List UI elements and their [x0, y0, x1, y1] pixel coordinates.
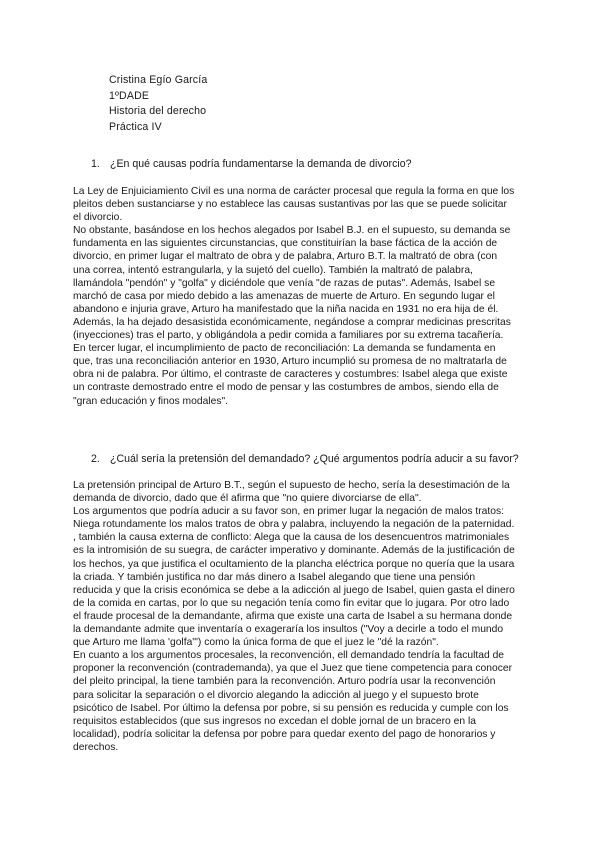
subject-name: Historia del derecho: [109, 105, 207, 118]
answer-1-line: el divorcio.: [73, 212, 123, 224]
answer-1-line: Además, la ha dejado desasistida económicamente, negándose a comprar medicinas prescritas: [73, 316, 511, 328]
answer-2-line: para solicitar la separación o el divorcio alegando la adicción al juego y el supuesto brote: [73, 689, 479, 701]
answer-2-line: la demandante admite que inventaría o exageraría los insultos ("Voy a decirle a todo el mundo: [73, 624, 504, 636]
answer-2-line: es la intromisión de su suegra, de carácter imperativo y dominante. Además de la justificación de: [73, 545, 515, 557]
author-name: Cristina Egío García: [109, 74, 208, 86]
answer-2-line: reducida y que la crisis económica se debe a la adicción al juego de Isabel, quien gasta el dinero: [73, 584, 515, 596]
answer-2-line: de la comida en cartas, por lo que su negación tenía como fin evitar que lo jugara. Por otro lado: [73, 597, 510, 609]
answer-1-line: pleitos deben sustanciarse y no establece las causas sustantivas por las que se puede solicitar: [73, 199, 507, 211]
question-1: [91, 157, 412, 171]
question-2-text: ¿Cuál sería la pretensión del demandado? ¿Qué argumentos podría aducir a su favor?: [110, 453, 519, 465]
answer-2-line: psicótico de Isabel. Por último la defensa por pobre, si su pensión es reducida y cumple con los: [73, 702, 509, 714]
answer-1-line: obra ni de palabra. Por último, el contraste de caracteres y costumbres: Isabel alega que existe: [73, 369, 508, 381]
answer-2-line: la criada. Y también justifica no dar más dinero a Isabel alegando que tiene una pensión: [73, 571, 476, 583]
answer-2-line: derechos.: [73, 741, 119, 753]
answer-1-line: (inyecciones) tras el parto, y obligándola a pedir comida a familiares por su extrema tacañería.: [73, 330, 504, 342]
answer-2-line: Niega rotundamente los malos tratos de obra y palabra, incluyendo la negación de la paternidad.: [73, 519, 515, 531]
answer-2-line: del pleito principal, la tiene también para la reconvención. Arturo podría usar la reconvención: [73, 676, 496, 688]
answer-1-line: "gran educación y finos modales".: [73, 395, 228, 407]
answer-2-line: el fraude procesal de la demandante, afirma que existe una carta de Isabel a su hermana donde: [73, 610, 513, 622]
answer-1-line: una correa, intentó estrangularla, y la sujetó del cuello). También la maltrató de palabra,: [73, 264, 473, 276]
answer-1-line: divorcio, en primer lugar el maltrato de obra y de palabra, Arturo B.T. la maltrató de obra (con: [73, 251, 498, 263]
answer-1-line: marchó de casa por miedo debido a las amenazas de muerte de Arturo. En segundo lugar el: [73, 290, 495, 302]
answer-2: [73, 479, 531, 754]
document-header: [109, 73, 207, 135]
answer-1-line: La Ley de Enjuiciamiento Civil es una norma de carácter procesal que regula la forma en que los: [73, 186, 515, 197]
answer-2-line: proponer la reconvención (contrademanda), ya que el Juez que tiene competencia para conocer: [73, 663, 513, 675]
answer-2-line: En cuanto a los argumentos procesales, la reconvención, ell demandado tendría la facultad de: [73, 650, 505, 662]
answer-1-line: abandono e injuria grave, Arturo ha manifestado que la niña nacida en 1931 no era hija de él.: [73, 303, 499, 315]
answer-1: [73, 185, 531, 408]
answer-2-line: localidad), podría solicitar la defensa por pobre para quedar exento del pago de honorarios y: [73, 728, 496, 740]
answer-1-line: llamándola "pendón" y "golfa" y diciéndole que venía "de razas de putas". Además, Isabel se: [73, 277, 496, 289]
answer-2-line: requisitos establecidos (que sus ingresos no excedan el doble jornal de un bracero en la: [73, 715, 476, 727]
question-2: [91, 452, 519, 466]
answer-2-line: demanda de divorcio, dado que él afirma que "no quiere divorciarse de ella".: [73, 493, 422, 505]
practice-title: Práctica IV: [109, 120, 162, 133]
question-1-text: ¿En qué causas podría fundamentarse la demanda de divorcio?: [110, 158, 412, 170]
answer-2-line: , también la causa externa de conflicto: Alega que la causa de los desencuentros matrimoniales: [73, 532, 510, 544]
answer-1-line: fundamenta en las siguientes circunstancias, que constituirían la base fáctica de la acción de: [73, 238, 498, 250]
answer-2-line: los hechos, ya que justifica el ocultamiento de la plancha eléctrica porque no quería que la usara: [73, 558, 515, 570]
answer-2-line: La pretensión principal de Arturo B.T., según el supuesto de hecho, sería la desestimación de la: [73, 480, 510, 491]
question-1-number: 1.: [91, 158, 100, 170]
answer-1-line: En tercer lugar, el incumplimiento de pacto de reconciliación: La demanda se fundamenta en: [73, 343, 496, 355]
answer-1-line: que, tras una reconciliación anterior en 1930, Arturo incumplió su promesa de no maltratarla de: [73, 356, 507, 368]
question-2-number: 2.: [91, 453, 100, 465]
answer-2-line: Los argumentos que podría aducir a su favor son, en primer lugar la negación de malos tratos:: [73, 506, 504, 518]
answer-2-line: que Arturo me llama 'golfa'") como la única forma de que el juez le "dé la razón".: [73, 637, 439, 649]
answer-1-line: un contraste demostrado entre el modo de pensar y las costumbres de ambos, siendo ella de: [73, 382, 499, 394]
answer-1-line: No obstante, basándose en los hechos alegados por Isabel B.J. en el supuesto, su demanda se: [73, 225, 511, 237]
course-group: 1ºDADE: [109, 89, 150, 102]
